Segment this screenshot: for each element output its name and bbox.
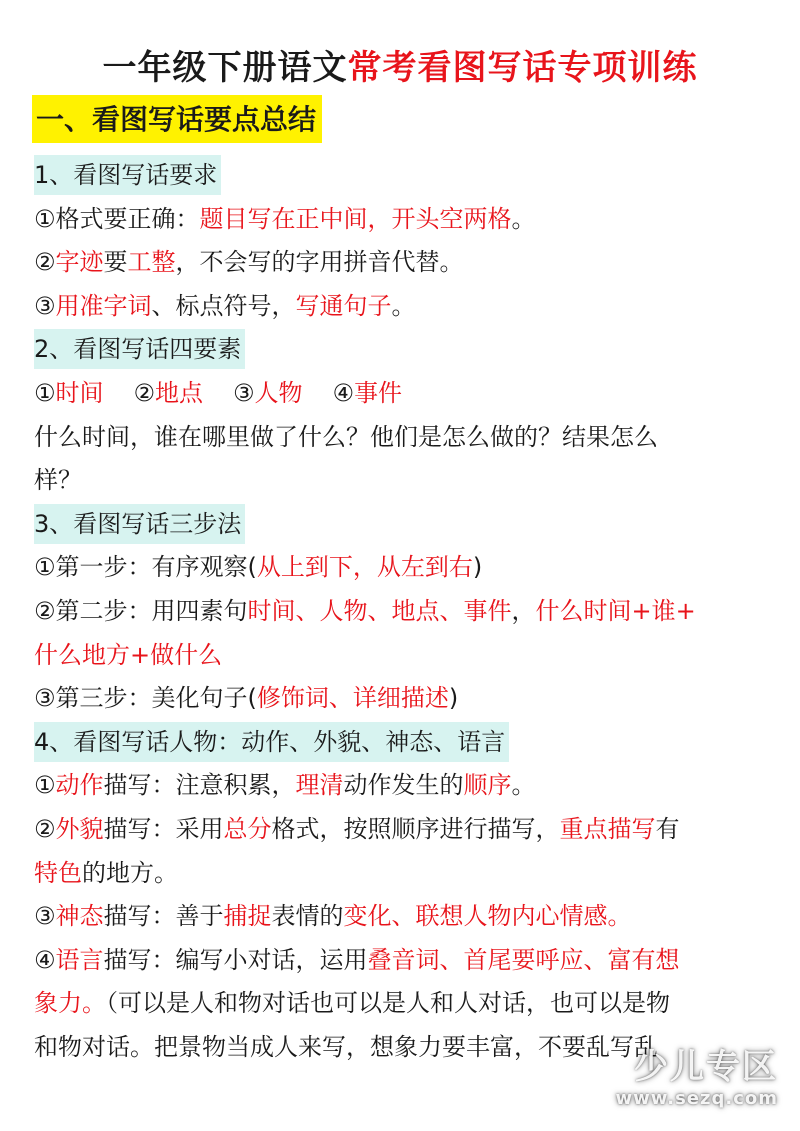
description-expression: ③神态描写：善于捕捉表情的变化、联想人物内心情感。 [34, 902, 632, 931]
section-heading: 一、看图写话要点总结 [32, 95, 322, 143]
four-elements-line: ①时间 ②地点 ③人物 ④事件 [34, 378, 403, 407]
requirement-2: ②字迹要工整，不会写的字用拼音代替。 [34, 248, 464, 277]
question-line-1: 什么时间，谁在哪里做了什么？他们是怎么做的？结果怎么 [34, 422, 658, 451]
description-appearance-continued: 特色的地方。 [34, 858, 178, 887]
description-language-last: 和物对话。把景物当成人来写，想象力要丰富，不要乱写乱 [34, 1032, 658, 1061]
description-appearance: ②外貌描写：采用总分格式，按照顺序进行描写，重点描写有 [34, 814, 680, 843]
title-red: 常考看图写话专项训练 [347, 48, 698, 88]
watermark [616, 1039, 779, 1109]
step-2: ②第二步：用四素句时间、人物、地点、事件，什么时间+谁+ [34, 596, 696, 625]
description-action: ①动作描写：注意积累，理清动作发生的顺序。 [34, 771, 536, 800]
description-language-continued: 象力。（可以是人和物对话也可以是人和人对话，也可以是物 [34, 989, 670, 1018]
document-title [0, 40, 800, 89]
watermark-name: 少儿专区 [634, 1047, 778, 1087]
subheading-requirements: 1、看图写话要求 [34, 155, 221, 195]
question-line-2: 样？ [34, 466, 82, 495]
title-black: 一年级下册语文 [102, 48, 348, 88]
subheading-characters: 4、看图写话人物：动作、外貌、神态、语言 [34, 722, 509, 762]
requirement-3: ③用准字词、标点符号，写通句子。 [34, 291, 416, 320]
subheading-three-steps: 3、看图写话三步法 [34, 504, 245, 544]
step-1: ①第一步：有序观察(从上到下，从左到右) [34, 553, 483, 582]
step-2-continued: 什么地方+做什么 [34, 640, 223, 669]
watermark-url: www.sezq.com [615, 1088, 778, 1109]
description-language: ④语言描写：编写小对话，运用叠音词、首尾要呼应、富有想 [34, 945, 680, 974]
step-3: ③第三步：美化句子(修饰词、详细描述) [34, 684, 459, 713]
content-body [34, 154, 770, 1069]
subheading-four-elements: 2、看图写话四要素 [34, 329, 245, 369]
requirement-1: ①格式要正确：题目写在正中间，开头空两格。 [34, 204, 536, 233]
